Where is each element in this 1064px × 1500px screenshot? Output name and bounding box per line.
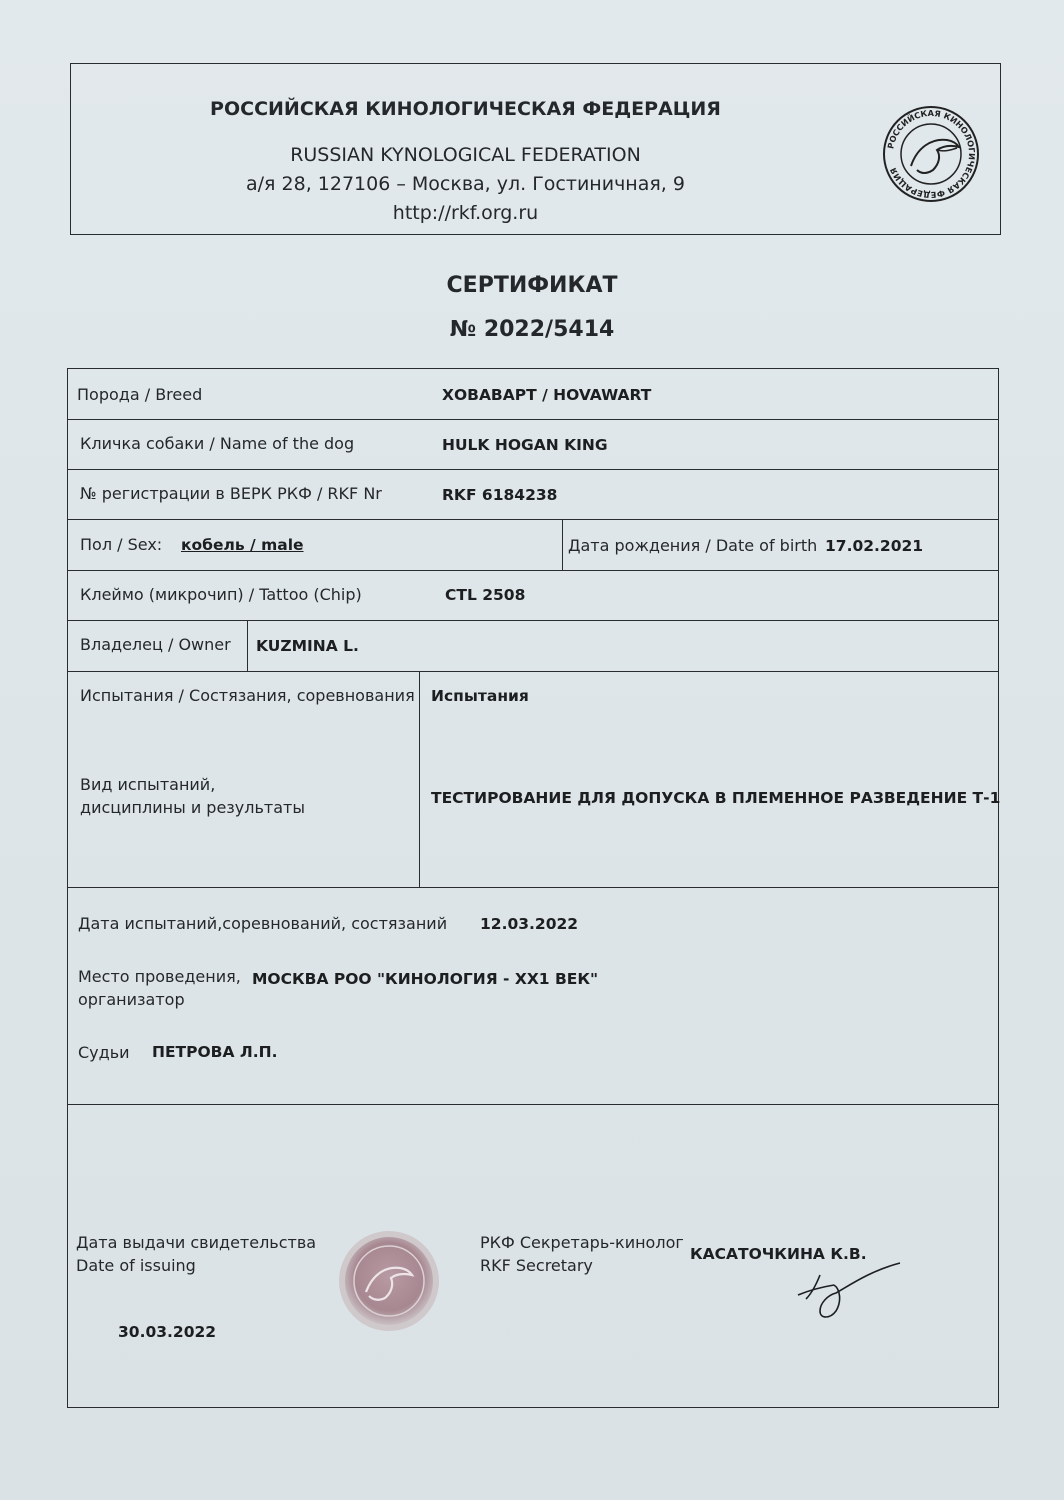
row-divider bbox=[67, 570, 999, 571]
secretary-name: КАСАТОЧКИНА К.В. bbox=[690, 1245, 867, 1263]
judges-value: ПЕТРОВА Л.П. bbox=[152, 1043, 278, 1061]
event-place-label: Место проведения, bbox=[78, 967, 241, 986]
certificate-number: № 2022/5414 bbox=[449, 317, 615, 342]
trials-value: Испытания bbox=[431, 687, 529, 705]
secretary-label-en: RKF Secretary bbox=[480, 1256, 593, 1275]
col-divider bbox=[247, 620, 248, 671]
registration-label: № регистрации в ВЕРК РКФ / RKF Nr bbox=[80, 484, 382, 503]
seal-text: РОССИЙСКАЯ КИНОЛОГИЧЕСКАЯ ФЕДЕРАЦИЯ bbox=[885, 107, 978, 201]
org-name-ru: РОССИЙСКАЯ КИНОЛОГИЧЕСКАЯ ФЕДЕРАЦИЯ bbox=[210, 98, 721, 120]
breed-value: ХОВАВАРТ / HOVAWART bbox=[442, 386, 652, 404]
trial-kind-value: ТЕСТИРОВАНИЕ ДЛЯ ДОПУСКА В ПЛЕМЕННОЕ РАЗВЕДЕНИЕ Т-1 bbox=[431, 789, 1001, 807]
birth-date-value: 17.02.2021 bbox=[825, 537, 924, 555]
judges-label: Судьи bbox=[78, 1043, 130, 1062]
row-divider bbox=[67, 1104, 999, 1105]
header-box bbox=[70, 63, 1001, 235]
trial-kind-label: Вид испытаний, bbox=[80, 775, 216, 794]
event-date-value: 12.03.2022 bbox=[480, 915, 579, 933]
dog-name-value: HULK HOGAN KING bbox=[442, 436, 608, 454]
official-stamp bbox=[338, 1230, 440, 1332]
owner-value: KUZMINA L. bbox=[256, 637, 359, 655]
row-divider bbox=[67, 887, 999, 888]
dog-name-label: Кличка собаки / Name of the dog bbox=[80, 434, 355, 453]
issue-date-value: 30.03.2022 bbox=[118, 1323, 217, 1341]
row-divider bbox=[67, 620, 999, 621]
event-date-label: Дата испытаний,соревнований, состязаний bbox=[78, 914, 448, 933]
owner-label: Владелец / Owner bbox=[80, 635, 231, 654]
rkf-seal-logo bbox=[881, 104, 981, 204]
event-place-value: МОСКВА РОО "КИНОЛОГИЯ - XX1 ВЕК" bbox=[252, 970, 599, 988]
issue-date-label: Дата выдачи свидетельства bbox=[76, 1233, 317, 1252]
chip-value: CTL 2508 bbox=[445, 586, 526, 604]
secretary-label: РКФ Секретарь-кинолог bbox=[480, 1233, 684, 1252]
trial-kind-label-2: дисциплины и результаты bbox=[80, 798, 306, 817]
certificate-title: СЕРТИФИКАТ bbox=[446, 273, 618, 298]
col-divider bbox=[419, 671, 420, 887]
trials-label: Испытания / Состязания, соревнования bbox=[80, 686, 415, 705]
secretary-signature bbox=[790, 1255, 910, 1325]
breed-label: Порода / Breed bbox=[77, 385, 203, 404]
chip-label: Клеймо (микрочип) / Tattoo (Chip) bbox=[80, 585, 362, 604]
birth-date-label: Дата рождения / Date of birth bbox=[568, 536, 818, 555]
event-organizer-label: организатор bbox=[78, 990, 185, 1009]
svg-text:РОССИЙСКАЯ КИНОЛОГИЧЕСКАЯ ФЕДЕ bbox=[885, 108, 977, 200]
row-divider bbox=[67, 419, 999, 420]
org-name-en: RUSSIAN KYNOLOGICAL FEDERATION bbox=[290, 144, 641, 166]
sex-label: Пол / Sex: bbox=[80, 535, 163, 554]
issue-date-label-en: Date of issuing bbox=[76, 1256, 196, 1275]
sex-value: кобель / male bbox=[181, 536, 304, 554]
row-divider bbox=[67, 671, 999, 672]
org-address: а/я 28, 127106 – Москва, ул. Гостиничная, 9 bbox=[246, 173, 685, 195]
org-url: http://rkf.org.ru bbox=[392, 202, 539, 224]
row-divider bbox=[67, 519, 999, 520]
registration-value: RKF 6184238 bbox=[442, 486, 558, 504]
row-divider bbox=[67, 469, 999, 470]
col-divider bbox=[562, 519, 563, 570]
